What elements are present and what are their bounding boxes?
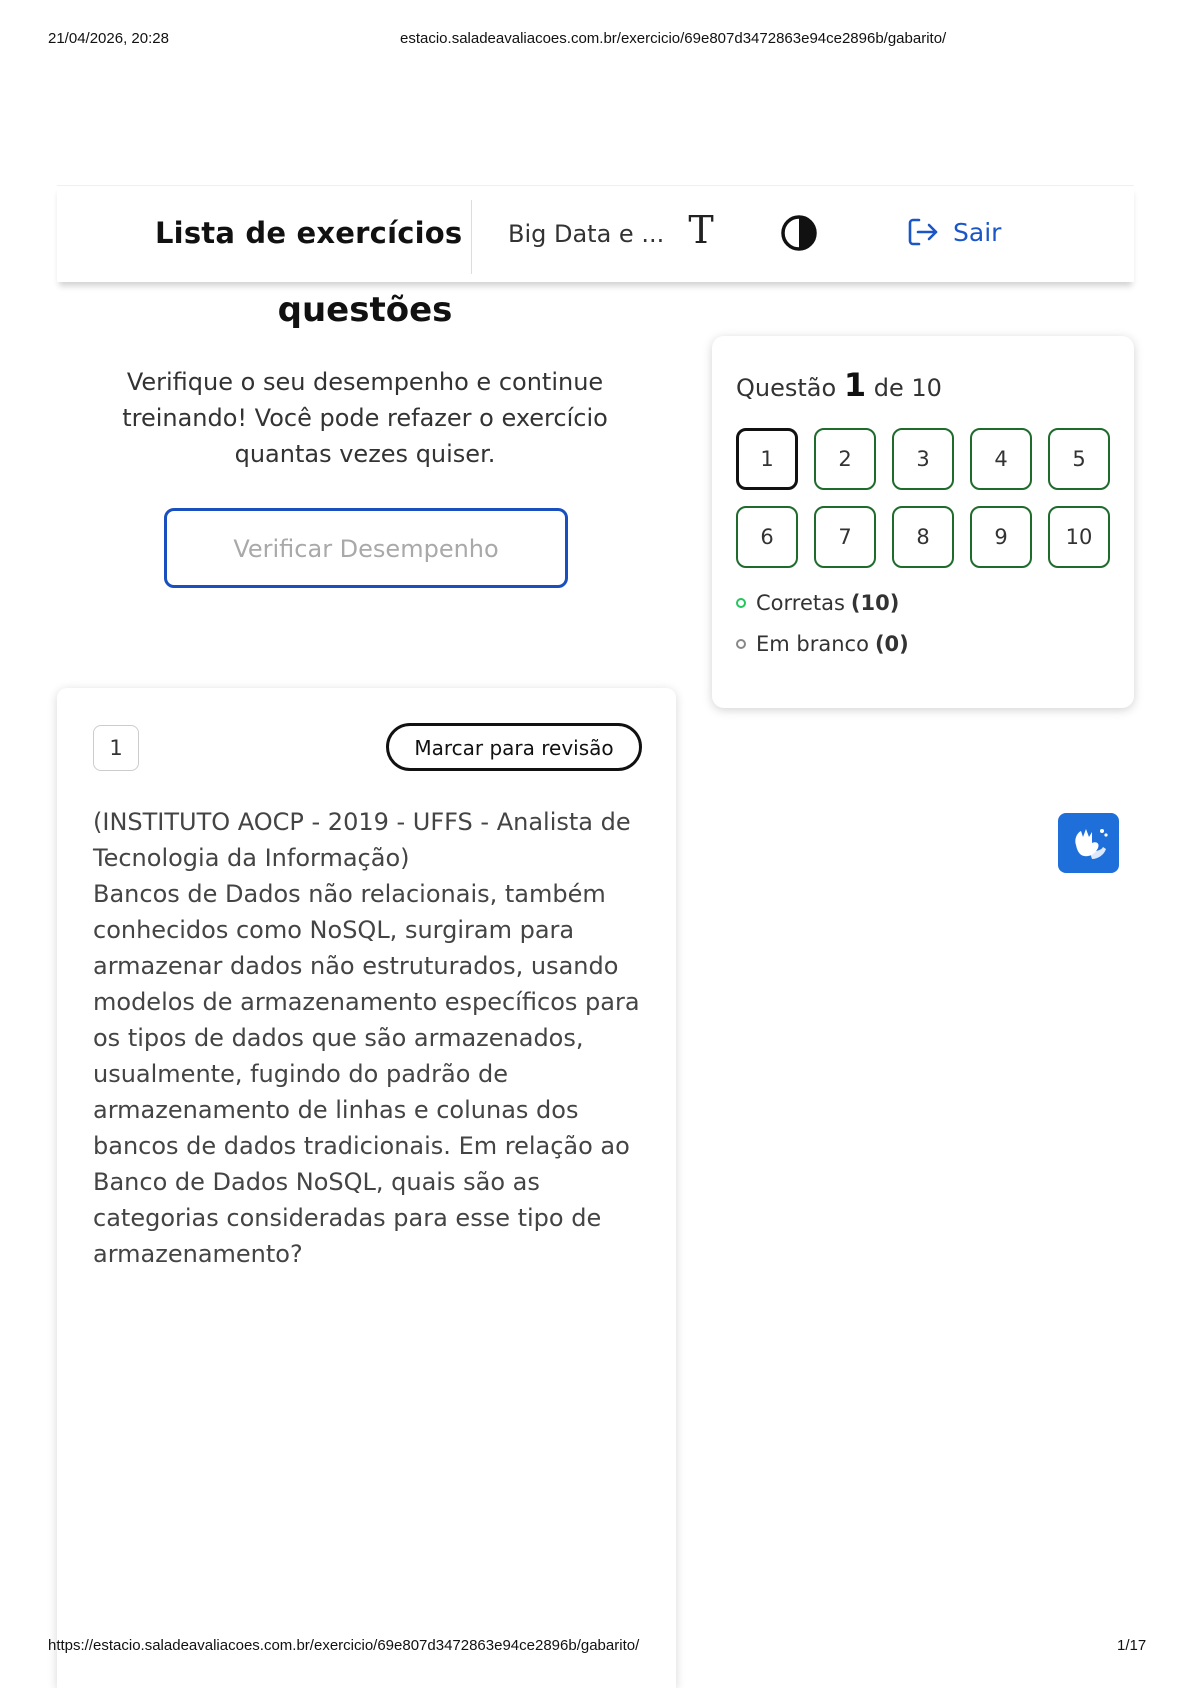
footer-url: https://estacio.saladeavaliacoes.com.br/exercicio/69e807d3472863e94ce2896b/gabarito/ — [48, 1637, 640, 1654]
question-text — [93, 804, 653, 1272]
question-button-2[interactable]: 2 — [814, 428, 876, 490]
blank-count: (0) — [874, 632, 909, 656]
print-url: estacio.saladeavaliacoes.com.br/exercicio/69e807d3472863e94ce2896b/gabarito/ — [400, 30, 947, 47]
correct-label: Corretas — [756, 591, 845, 615]
question-button-6[interactable]: 6 — [736, 506, 798, 568]
correct-dot-icon — [736, 598, 746, 608]
summary-text: Verifique o seu desempenho e continue treinando! Você pode refazer o exercício quantas vezes quiser. — [122, 368, 608, 468]
exit-button[interactable] — [905, 212, 1001, 252]
page-number: 1/17 — [1117, 1637, 1147, 1654]
sign-language-button[interactable] — [1058, 813, 1119, 873]
exit-label: Sair — [953, 217, 1002, 247]
navigator-label: Questão — [736, 374, 837, 402]
verify-performance-button[interactable]: Verificar Desempenho — [164, 508, 568, 588]
question-button-8[interactable]: 8 — [892, 506, 954, 568]
page-title: Lista de exercícios — [155, 216, 463, 250]
question-number-badge: 1 — [93, 725, 139, 771]
font-size-icon[interactable]: T — [688, 208, 714, 252]
legend-correct — [736, 591, 899, 615]
print-datetime: 21/04/2026, 20:28 — [48, 30, 169, 47]
question-button-10[interactable]: 10 — [1048, 506, 1110, 568]
summary-heading: questões — [277, 290, 453, 330]
navigator-title — [736, 366, 942, 404]
question-button-5[interactable]: 5 — [1048, 428, 1110, 490]
blank-label: Em branco — [756, 632, 869, 656]
question-navigator — [712, 336, 1134, 708]
question-button-3[interactable]: 3 — [892, 428, 954, 490]
navigator-total: de 10 — [873, 374, 942, 402]
question-body: Bancos de Dados não relacionais, também conhecidos como NoSQL, surgiram para armazenar dados não estruturados, usando modelos de armazenamento específicos para os tipos de dados que são armazenados, usualmente, fugindo do padrão de armazenamento de linhas e colunas dos bancos de dados tradicionais. Em relação ao Banco de Dados NoSQL, quais são as categorias consideradas para esse tipo de armazenamento? — [93, 880, 640, 1268]
question-button-4[interactable]: 4 — [970, 428, 1032, 490]
logout-icon — [905, 214, 941, 250]
question-button-7[interactable]: 7 — [814, 506, 876, 568]
question-source: (INSTITUTO AOCP - 2019 - UFFS - Analista de Tecnologia da Informação) — [93, 808, 631, 872]
blank-dot-icon — [736, 639, 746, 649]
correct-count: (10) — [850, 591, 900, 615]
question-button-9[interactable]: 9 — [970, 506, 1032, 568]
contrast-icon[interactable] — [779, 213, 819, 253]
legend-blank — [736, 632, 909, 656]
question-card — [57, 688, 676, 1688]
question-button-1[interactable]: 1 — [736, 428, 798, 490]
mark-for-review-button[interactable]: Marcar para revisão — [386, 723, 642, 771]
current-question-number: 1 — [843, 366, 867, 404]
top-bar — [57, 185, 1134, 282]
subject-name[interactable]: Big Data e ... — [508, 220, 665, 248]
sign-language-icon — [1068, 823, 1110, 863]
topbar-divider — [471, 200, 472, 274]
